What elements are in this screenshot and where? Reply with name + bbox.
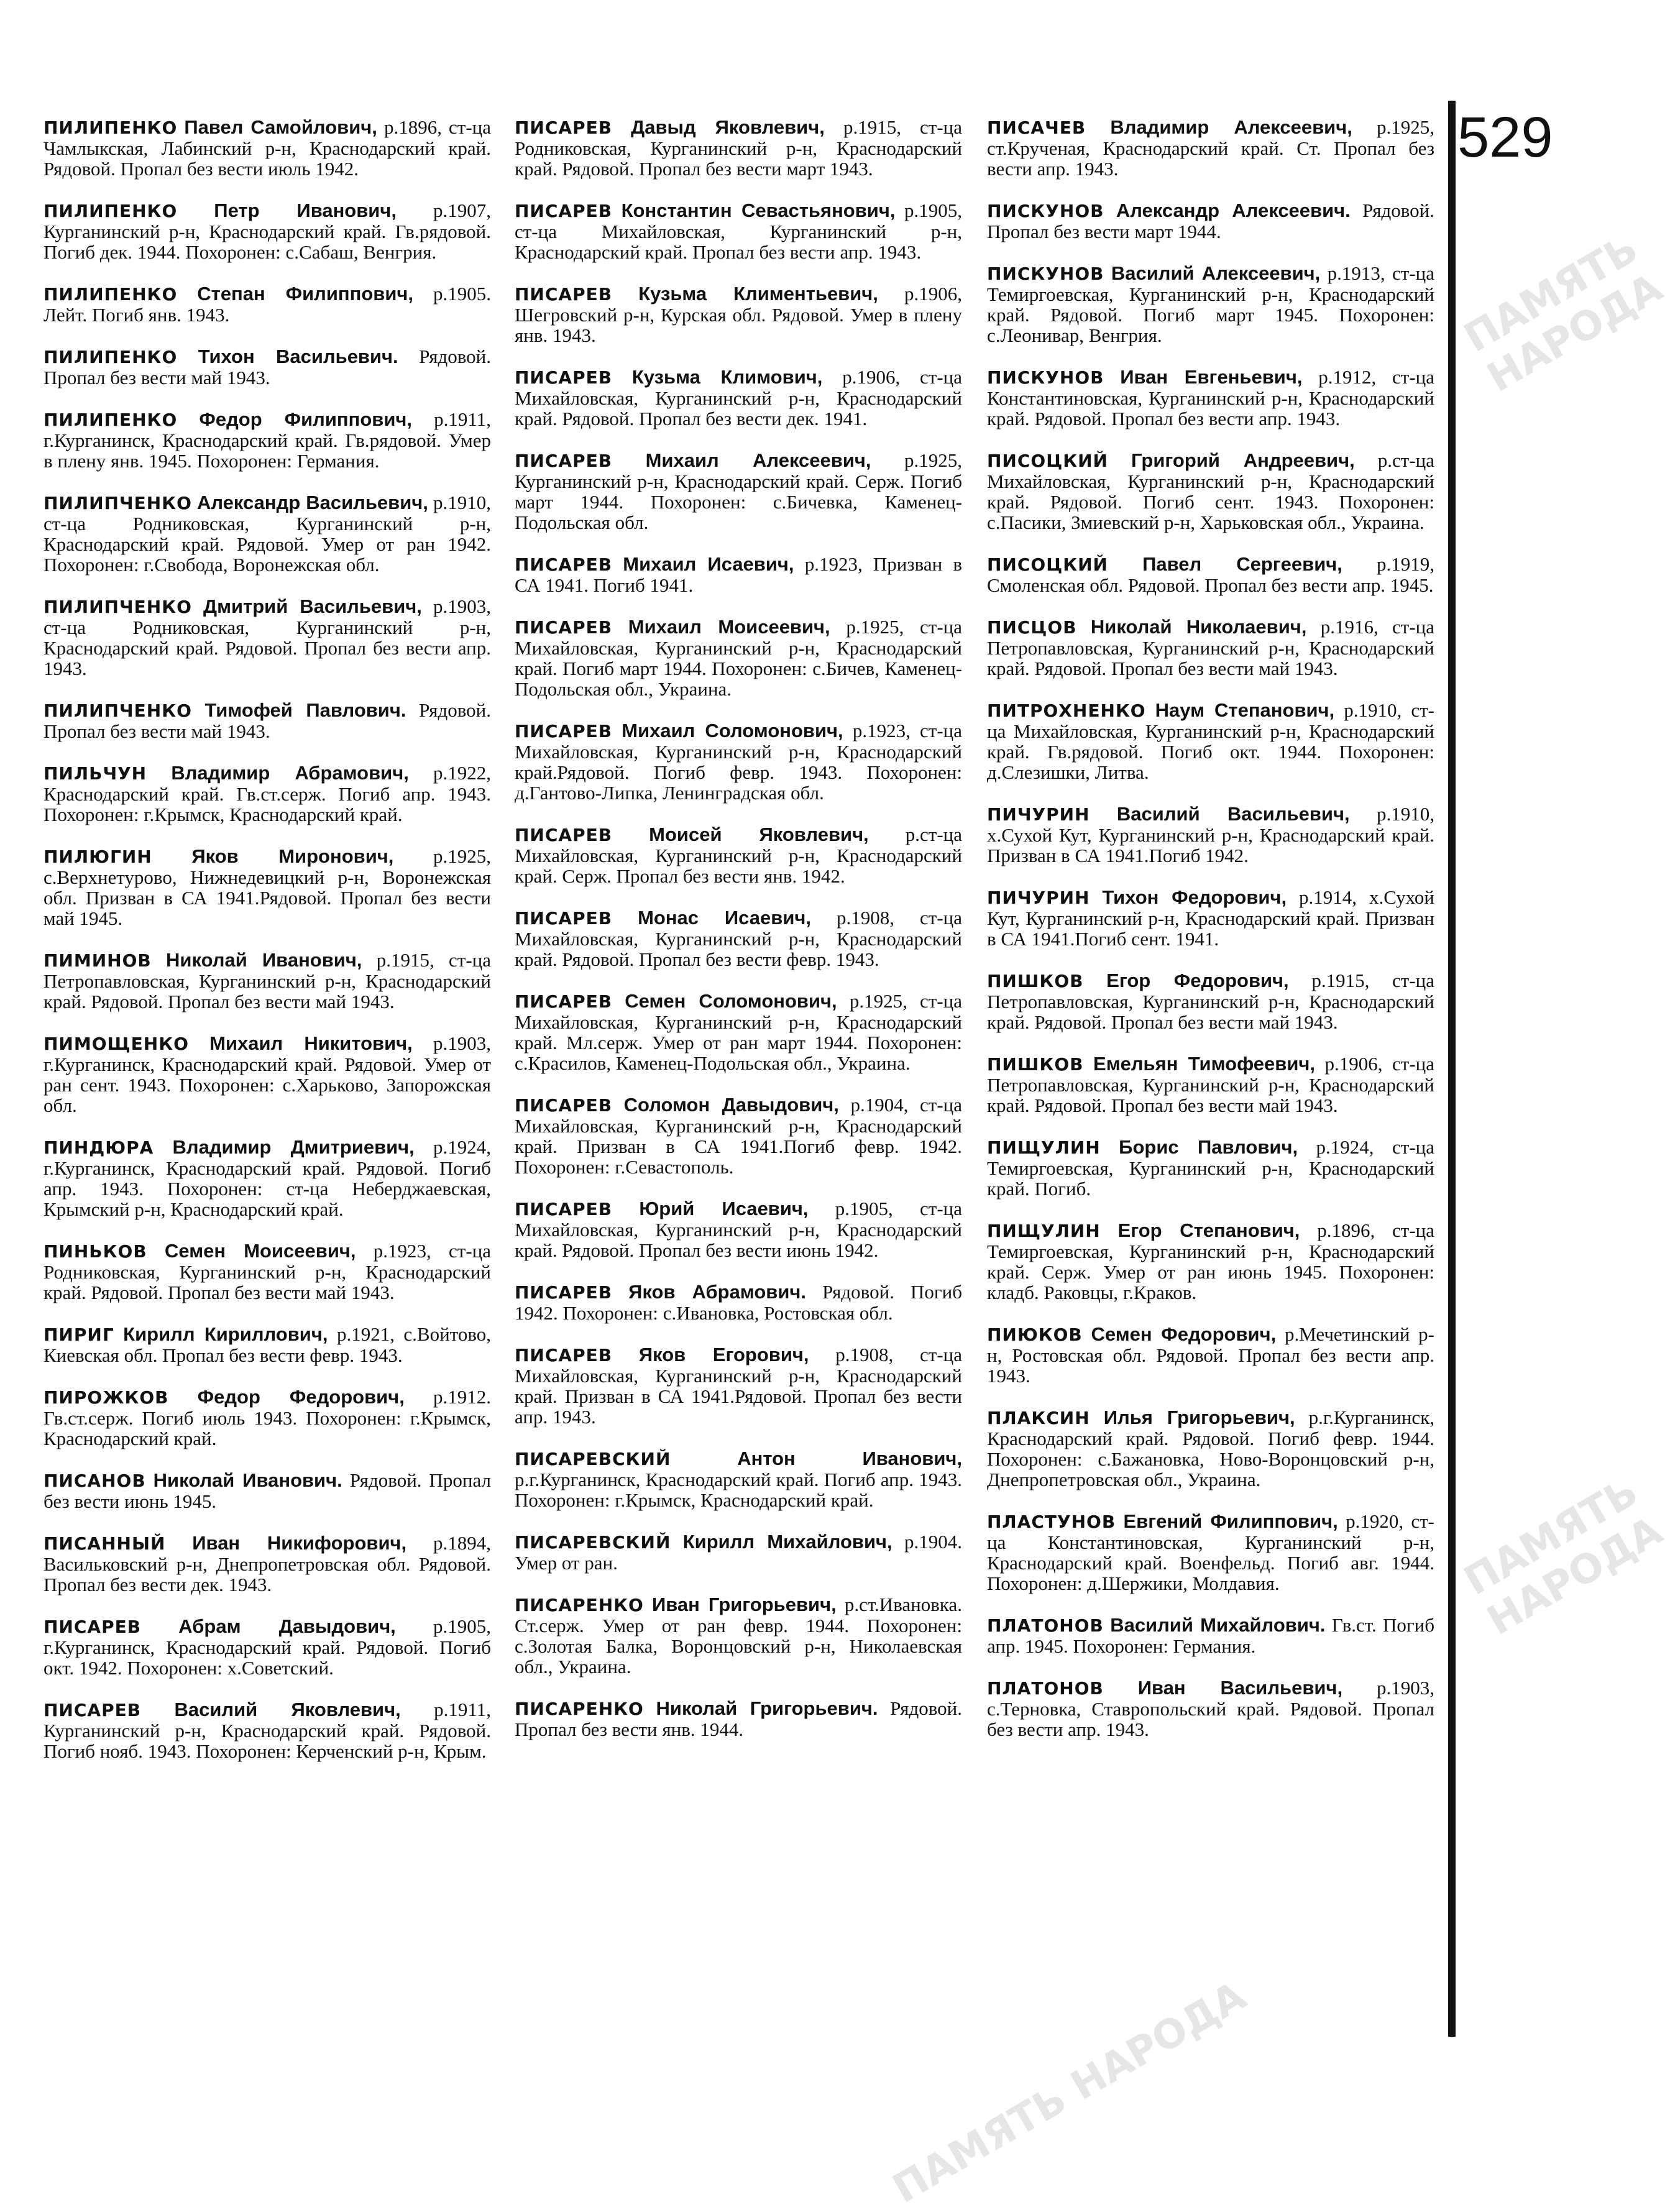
entry-surname: ПИСАРЕВ — [515, 721, 613, 741]
entry-details: р.1903, ст-ца Родниковская, Курганинский р-н, Краснодарский край. Рядовой. Пропал без вести апр. 1943. — [44, 595, 492, 679]
entry-given-name: Монас Исаевич, — [638, 907, 812, 929]
entry — [987, 367, 1434, 429]
entry-details: р.1908, ст-ца Михайловская, Курганинский р-н, Краснодарский край. Рядовой. Пропал без вести февр. 1943. — [515, 907, 962, 970]
entry-given-name: Иван Васильевич, — [1137, 1677, 1343, 1699]
entry-surname: ПИЩУЛИН — [987, 1221, 1101, 1241]
entry — [987, 970, 1434, 1032]
entry-details: р.1904, ст-ца Михайловская, Курганинский р-н, Краснодарский край. Призван в СА 1941.Погиб февр. 1942. Похоронен: г.Севастополь. — [515, 1094, 963, 1178]
entry — [515, 720, 962, 803]
entry-surname: ПИНДЮРА — [44, 1137, 154, 1158]
entry — [987, 450, 1434, 533]
entry-details: р.1905, г.Курганинск, Краснодарский край. Рядовой. Погиб окт. 1942. Похоронен: х.Советский. — [44, 1615, 492, 1679]
entry-given-name: Федор Федорович, — [197, 1386, 405, 1408]
entry — [44, 346, 491, 388]
entry — [987, 1324, 1434, 1386]
entry-surname: ПИСАРЕВ — [515, 367, 613, 388]
entry-details: р.1912, ст-ца Константиновская, Курганинский р-н, Краснодарский край. Рядовой. Пропал без вести апр. 1943. — [987, 366, 1435, 429]
entry — [515, 991, 962, 1073]
entry-details: р.1896, ст-ца Темиргоевская, Курганинский р-н, Краснодарский край. Серж. Умер от ран июнь 1945. Похоронен: кладб. Раковцы, г.Краков. — [987, 1219, 1435, 1303]
column-1 — [44, 117, 491, 1783]
entry-surname: ПИСАРЕВ — [515, 1345, 613, 1365]
entry-given-name: Давыд Яковлевич, — [631, 116, 825, 138]
entry — [515, 1698, 962, 1740]
entry — [987, 1615, 1434, 1656]
entry-details: р.1925, ст.Крученая, Краснодарский край. Ст. Пропал без вести апр. 1943. — [987, 116, 1435, 180]
entry-surname: ПИСАРЕВ — [44, 1700, 142, 1720]
entry-details: р.1923, Призван в СА 1941. Погиб 1941. — [515, 553, 963, 596]
entry — [44, 1533, 491, 1595]
entry-details: р.1923, ст-ца Михайловская, Курганинский р-н, Краснодарский край.Рядовой. Погиб февр. 1943. Похоронен: д.Гантово-Липка, Ленинградская обл. — [515, 720, 962, 804]
entry — [515, 283, 962, 346]
entry-surname: ПИЛИПЧЕНКО — [44, 493, 192, 513]
entry — [987, 1511, 1434, 1594]
entry-details: Рядовой. Пропал без вести май 1943. — [44, 699, 492, 742]
entry — [987, 887, 1434, 949]
entry-surname: ПИСАРЕВ — [515, 1282, 613, 1303]
entry-details: р.1913, ст-ца Темиргоевская, Курганинский р-н, Краснодарский край. Рядовой. Погиб март 1945. Похоронен: с.Леонивар, Венгрия. — [987, 262, 1435, 346]
entry-details: р.1906, ст-ца Петропавловская, Курганинский р-н, Краснодарский край. Рядовой. Пропал без вести май 1943. — [987, 1053, 1435, 1116]
entry-given-name: Семен Моисеевич, — [164, 1240, 356, 1262]
entry-surname: ПИЮКОВ — [987, 1324, 1083, 1345]
entry-details: р.1920, ст-ца Константиновская, Курганинский р-н, Краснодарский край. Военфельд. Погиб авг. 1944. Похоронен: д.Шержики, Молдавия. — [987, 1510, 1435, 1594]
entry-details: р.1906, Шегровский р-н, Курская обл. Рядовой. Умер в плену янв. 1943. — [515, 283, 963, 346]
entry-surname: ПИСАРЕВ — [515, 1199, 613, 1219]
entry-surname: ПИМИНОВ — [44, 950, 152, 971]
entry-given-name: Илья Григорьевич, — [1103, 1407, 1295, 1428]
entry-surname: ПИРИГ — [44, 1324, 114, 1345]
entry-given-name: Евгений Филиппович, — [1123, 1510, 1338, 1532]
entry-given-name: Емельян Тимофеевич, — [1093, 1053, 1315, 1075]
entry — [515, 1198, 962, 1260]
entry-details: р.1911, г.Курганинск, Краснодарский край. Гв.рядовой. Умер в плену янв. 1945. Похоронен: Германия. — [44, 408, 492, 472]
entry-details: р.1923, ст-ца Родниковская, Курганинский р-н, Краснодарский край. Рядовой. Пропал без вести май 1943. — [44, 1240, 492, 1303]
entry-given-name: Семен Соломонович, — [625, 990, 837, 1012]
entry — [515, 1594, 962, 1677]
entry — [987, 554, 1434, 595]
entry-details: Рядовой. Пропал без вести март 1944. — [987, 200, 1434, 242]
entry-given-name: Василий Алексеевич, — [1111, 262, 1321, 284]
entry-surname: ПИЧУРИН — [987, 888, 1090, 908]
entry-details: р.1905, ст-ца Михайловская, Курганинский р-н, Краснодарский край. Пропал без вести апр. 1943. — [515, 200, 963, 263]
entry-given-name: Абрам Давыдович, — [178, 1615, 396, 1637]
entry-given-name: Михаил Алексеевич, — [645, 449, 871, 471]
entry-given-name: Иван Никифорович, — [192, 1532, 407, 1554]
entry-surname: ПЛАТОНОВ — [987, 1615, 1104, 1636]
entry-surname: ПИНЬКОВ — [44, 1241, 147, 1262]
entry-surname: ПИСАРЕВ — [515, 825, 613, 845]
entry-surname: ПИСАНОВ — [44, 1471, 146, 1491]
entry-given-name: Николай Григорьевич. — [656, 1697, 878, 1719]
entry — [515, 824, 962, 886]
entry-given-name: Тихон Васильевич. — [198, 346, 398, 367]
page-number: 529 — [1457, 106, 1553, 169]
entry-details: р.1925, ст-ца Михайловская, Курганинский р-н, Краснодарский край. Погиб март 1944. Похоронен: с.Бичев, Каменец-Подольская обл., Украина. — [515, 616, 962, 700]
entry-details: р.1915, ст-ца Родниковская, Курганинский р-н, Краснодарский край. Рядовой. Пропал без вести март 1943. — [515, 116, 962, 180]
entry-given-name: Владимир Алексеевич, — [1110, 116, 1352, 138]
entry-surname: ПИСАРЕВ — [515, 117, 613, 138]
entry-details: р.ст-ца Михайловская, Курганинский р-н, Краснодарский край. Серж. Пропал без вести янв. 1942. — [515, 824, 962, 887]
column-2 — [515, 117, 962, 1761]
entry-surname: ПИСАРЕВ — [44, 1617, 142, 1637]
entry — [44, 283, 491, 325]
entry-given-name: Егор Федорович, — [1106, 970, 1289, 991]
entry-surname: ПИСОЦКИЙ — [987, 554, 1108, 575]
entry-surname: ПЛАКСИН — [987, 1408, 1090, 1428]
entry — [515, 617, 962, 699]
watermark: ПАМЯТЬ НАРОДА — [1456, 1469, 1670, 1645]
entry-given-name: Александр Алексеевич. — [1116, 200, 1351, 221]
entry — [44, 1137, 491, 1219]
entry — [515, 117, 962, 179]
entry-surname: ПИСАЧЕВ — [987, 117, 1086, 138]
entry-given-name: Тимофей Павлович. — [204, 699, 406, 721]
entry-surname: ПИСАРЕВ — [515, 451, 613, 471]
entry-given-name: Николай Иванович, — [166, 949, 362, 971]
entry-details: р.1916, ст-ца Петропавловская, Курганинский р-н, Краснодарский край. Рядовой. Пропал без вести май 1943. — [987, 616, 1435, 679]
entry — [44, 596, 491, 679]
entry-surname: ПИШКОВ — [987, 971, 1084, 991]
entry-given-name: Кирилл Кириллович, — [123, 1323, 328, 1345]
entry-details: Рядовой. Пропал без вести янв. 1944. — [515, 1697, 962, 1740]
entry-details: р.1905. Лейт. Погиб янв. 1943. — [44, 283, 491, 326]
entry — [515, 1095, 962, 1177]
entry-surname: ПИТРОХНЕНКО — [987, 700, 1146, 721]
entry — [44, 409, 491, 471]
entry — [515, 450, 962, 533]
entry-details: р.1924, г.Курганинск, Краснодарский край. Рядовой. Погиб апр. 1943. Похоронен: ст-ца Неберджаевская, Крымский р-н, Краснодарский край. — [44, 1136, 492, 1220]
entry — [987, 1137, 1434, 1199]
entry-surname: ПИСАРЕНКО — [515, 1595, 644, 1615]
entry-given-name: Яков Егорович, — [638, 1344, 809, 1365]
entry-surname: ПИСАРЕВ — [515, 991, 613, 1012]
entry — [44, 492, 491, 575]
entry-surname: ПИСКУНОВ — [987, 264, 1104, 284]
entry — [987, 1677, 1434, 1740]
entry-surname: ПИЛИПЧЕНКО — [44, 700, 192, 721]
entry-details: р.1925, ст-ца Михайловская, Курганинский р-н, Краснодарский край. Мл.серж. Умер от ран март 1944. Похоронен: с.Красилов, Каменец-Подольская обл., Украина. — [515, 990, 962, 1074]
entry-surname: ПИСАРЕВСКИЙ — [515, 1449, 671, 1469]
entry-details: р.1910, ст-ца Родниковская, Курганинский р-н, Краснодарский край. Рядовой. Умер от ран 1942. Похоронен: г.Свобода, Воронежская обл. — [44, 492, 492, 576]
entry — [44, 950, 491, 1012]
entry — [515, 554, 962, 595]
entry-details: р.1894, Васильковский р-н, Днепропетровская обл. Рядовой. Пропал без вести дек. 1943. — [44, 1532, 492, 1595]
entry-given-name: Николай Николаевич, — [1090, 616, 1307, 638]
entry-given-name: Александр Васильевич, — [197, 492, 428, 513]
entry — [44, 846, 491, 929]
entry — [987, 804, 1434, 866]
entry-surname: ПИЛИПЧЕНКО — [44, 597, 192, 617]
entry-details: р.1922, Краснодарский край. Гв.ст.серж. Погиб апр. 1943. Похоронен: г.Крымск, Краснодарский край. — [44, 762, 492, 825]
entry — [515, 367, 962, 429]
entry-surname: ПИСАРЕВ — [515, 201, 613, 221]
entry-given-name: Антон Иванович, — [737, 1448, 963, 1469]
entry — [44, 1616, 491, 1678]
entry-surname: ПЛАТОНОВ — [987, 1678, 1104, 1699]
entry-given-name: Борис Павлович, — [1119, 1136, 1298, 1158]
entry-details: р.1911, Курганинский р-н, Краснодарский край. Рядовой. Погиб нояб. 1943. Похоронен: Керченский р-н, Крым. — [44, 1699, 492, 1762]
entry-surname: ПИСАРЕНКО — [515, 1699, 644, 1719]
entry-details: р.1903, с.Терновка, Ставропольский край. Рядовой. Пропал без вести апр. 1943. — [987, 1677, 1435, 1740]
entry-given-name: Владимир Абрамович, — [171, 762, 409, 784]
entry-details: Рядовой. Пропал без вести май 1943. — [44, 346, 492, 388]
entry-surname: ПИЛИПЕНКО — [44, 347, 178, 367]
entry — [515, 1344, 962, 1427]
entry-surname: ПИСАРЕВ — [515, 284, 613, 305]
entry-given-name: Степан Филиппович, — [197, 283, 413, 305]
entry-surname: ПИСАРЕВ — [515, 908, 613, 929]
entry-surname: ПИЧУРИН — [987, 804, 1090, 825]
entry-given-name: Яков Миронович, — [191, 845, 394, 867]
watermark: ПАМЯТЬ НАРОДА — [1456, 226, 1670, 402]
entry-details: р.1903, г.Курганинск, Краснодарский край. Рядовой. Умер от ран сент. 1943. Похоронен: с.Харьково, Запорожская обл. — [44, 1032, 491, 1116]
entry-details: р.1904. Умер от ран. — [515, 1531, 963, 1574]
entry-given-name: Дмитрий Васильевич, — [203, 595, 422, 617]
entry-given-name: Юрий Исаевич, — [639, 1198, 809, 1219]
entry-details: р.1907, Курганинский р-н, Краснодарский край. Гв.рядовой. Погиб дек. 1944. Похоронен: с.Сабаш, Венгрия. — [44, 200, 491, 263]
entry — [44, 700, 491, 741]
entry-details: Рядовой. Пропал без вести июнь 1945. — [44, 1469, 492, 1512]
entry-surname: ПИЛИПЕНКО — [44, 410, 178, 430]
entry-details: р.1910, ст-ца Михайловская, Курганинский р-н, Краснодарский край. Гв.рядовой. Погиб окт. 1944. Похоронен: д.Слезишки, Литва. — [987, 699, 1434, 783]
entry — [44, 1033, 491, 1116]
entry-surname: ПИСАРЕВ — [515, 1095, 613, 1116]
entry-details: р.1912. Гв.ст.серж. Погиб июль 1943. Похоронен: г.Крымск, Краснодарский край. — [44, 1386, 491, 1449]
entry-details: р.1925, с.Верхнетурово, Нижнедевицкий р-н, Воронежская обл. Призван в СА 1941.Рядовой. Пропал без вести май 1945. — [44, 845, 492, 929]
entry-surname: ПИСКУНОВ — [987, 367, 1104, 388]
entry-given-name: Иван Григорьевич, — [652, 1594, 837, 1615]
entry-given-name: Михаил Моисеевич, — [628, 616, 830, 638]
entry-surname: ПИМОЩЕНКО — [44, 1034, 189, 1054]
entry — [44, 1241, 491, 1303]
entry — [515, 1531, 962, 1573]
entry-details: р.1919, Смоленская обл. Рядовой. Пропал без вести апр. 1945. — [987, 553, 1435, 596]
entry-given-name: Павел Самойлович, — [184, 116, 377, 138]
entry-given-name: Николай Иванович. — [153, 1469, 342, 1491]
column-3 — [987, 117, 1434, 1761]
entry-details: р.г.Курганинск, Краснодарский край. Погиб апр. 1943. Похоронен: г.Крымск, Краснодарский край. — [515, 1469, 962, 1511]
entry — [44, 200, 491, 262]
entry — [515, 200, 962, 262]
entry-given-name: Егор Степанович, — [1117, 1219, 1300, 1241]
entry-given-name: Константин Севастьянович, — [621, 200, 896, 221]
entry-given-name: Василий Яковлевич, — [174, 1699, 401, 1720]
entry — [987, 263, 1434, 346]
entry-given-name: Павел Сергеевич, — [1142, 553, 1342, 575]
watermark: ПАМЯТЬ НАРОДА — [885, 1973, 1254, 2212]
entry-details: р.1914, х.Сухой Кут, Курганинский р-н, Краснодарский край. Призван в СА 1941.Погиб сент. 1941. — [987, 886, 1435, 950]
entry-details: Рядовой. Погиб 1942. Похоронен: с.Ивановка, Ростовская обл. — [515, 1281, 963, 1324]
entry-given-name: Василий Васильевич, — [1116, 803, 1350, 825]
entry — [515, 1282, 962, 1323]
entry-given-name: Владимир Дмитриевич, — [172, 1136, 415, 1158]
entry-surname: ПИСКУНОВ — [987, 201, 1104, 221]
entry-given-name: Яков Абрамович. — [628, 1281, 806, 1303]
entry-surname: ПИСЦОВ — [987, 617, 1077, 638]
entry-given-name: Наум Степанович, — [1155, 699, 1335, 721]
entry-given-name: Григорий Андреевич, — [1131, 449, 1355, 471]
entry-surname: ПИСАРЕВ — [515, 617, 613, 638]
entry-given-name: Соломон Давыдович, — [623, 1094, 839, 1116]
entry-surname: ПИСОЦКИЙ — [987, 451, 1108, 471]
entry — [44, 1699, 491, 1761]
entry-given-name: Федор Филиппович, — [199, 408, 413, 430]
entry-surname: ПИЛИПЕНКО — [44, 201, 178, 221]
entry-details: р.1915, ст-ца Петропавловская, Курганинский р-н, Краснодарский край. Рядовой. Пропал без вести май 1943. — [987, 970, 1434, 1033]
entry-given-name: Василий Михайлович. — [1110, 1614, 1326, 1636]
entry-surname: ПИРОЖКОВ — [44, 1387, 169, 1408]
entry — [515, 1448, 962, 1510]
entry-given-name: Петр Иванович, — [214, 200, 397, 221]
entry-given-name: Моисей Яковлевич, — [649, 824, 869, 845]
entry-details: р.1908, ст-ца Михайловская, Курганинский р-н, Краснодарский край. Призван в СА 1941.Рядовой. Пропал без вести апр. 1943. — [515, 1344, 963, 1428]
entry — [44, 763, 491, 825]
entry-details: Гв.ст. Погиб апр. 1945. Похоронен: Германия. — [987, 1614, 1435, 1657]
entry-surname: ПИЛЬЧУН — [44, 763, 147, 784]
entry-details: р.ст.Ивановка. Ст.серж. Умер от ран февр. 1944. Похоронен: с.Золотая Балка, Воронцовский р-н, Николаевская обл., Украина. — [515, 1594, 963, 1677]
entry — [44, 117, 491, 179]
entry-given-name: Михаил Соломонович, — [622, 720, 843, 741]
entry-surname: ПИЛИПЕНКО — [44, 284, 178, 305]
entry — [44, 1470, 491, 1512]
entry-given-name: Михаил Исаевич, — [623, 553, 794, 575]
entry-given-name: Кузьма Климович, — [631, 366, 823, 388]
entry-given-name: Михаил Никитович, — [209, 1032, 413, 1054]
entry-given-name: Кирилл Михайлович, — [682, 1531, 892, 1553]
entry-surname: ПИЩУЛИН — [987, 1137, 1101, 1158]
entry-details: р.г.Курганинск, Краснодарский край. Рядовой. Погиб февр. 1944. Похоронен: с.Бажановка, Ново-Воронцовский р-н, Днепропетровская обл., Украина. — [987, 1407, 1435, 1490]
vertical-rule — [1448, 101, 1456, 2037]
entry-surname: ПИСАННЫЙ — [44, 1533, 166, 1554]
entry-surname: ПЛАСТУНОВ — [987, 1512, 1116, 1532]
entry-details: р.Мечетинский р-н, Ростовская обл. Рядовой. Пропал без вести апр. 1943. — [987, 1323, 1435, 1387]
entry — [987, 1220, 1434, 1303]
entry-details: р.1906, ст-ца Михайловская, Курганинский р-н, Краснодарский край. Рядовой. Пропал без вести дек. 1941. — [515, 366, 963, 429]
entry-surname: ПИСАРЕВ — [515, 554, 613, 575]
entry-details: р.1910, х.Сухой Кут, Курганинский р-н, Краснодарский край. Призван в СА 1941.Погиб 1942. — [987, 803, 1434, 866]
entry-surname: ПИСАРЕВСКИЙ — [515, 1532, 671, 1553]
entry — [987, 1053, 1434, 1116]
entry-given-name: Семен Федорович, — [1091, 1323, 1277, 1345]
entry — [987, 117, 1434, 179]
entry — [44, 1387, 491, 1449]
entry — [987, 617, 1434, 679]
entry-surname: ПИЛИПЕНКО — [44, 117, 178, 138]
entry-details: р.1924, ст-ца Темиргоевская, Курганинский р-н, Краснодарский край. Погиб. — [987, 1136, 1434, 1200]
entry — [987, 1407, 1434, 1490]
entry-surname: ПИЛЮГИН — [44, 847, 152, 867]
entry-details: р.1921, с.Войтово, Киевская обл. Пропал без вести февр. 1943. — [44, 1323, 492, 1366]
entry-details: р.1925, Курганинский р-н, Краснодарский край. Серж. Погиб март 1944. Похоронен: с.Бичевка, Каменец-Подольская обл. — [515, 449, 963, 533]
entry — [44, 1324, 491, 1365]
entry-surname: ПИШКОВ — [987, 1054, 1084, 1075]
entry-given-name: Кузьма Климентьевич, — [638, 283, 878, 305]
entry — [515, 907, 962, 970]
entry-details: р.1896, ст-ца Чамлыкская, Лабинский р-н, Краснодарский край. Рядовой. Пропал без вести июль 1942. — [44, 116, 492, 180]
entry-details: р.ст-ца Михайловская, Курганинский р-н, Краснодарский край. Рядовой. Погиб сент. 1943. Похоронен: с.Пасики, Змиевский р-н, Харьковская обл., Украина. — [987, 449, 1434, 533]
entry-given-name: Иван Евгеньевич, — [1120, 366, 1303, 388]
entry — [987, 700, 1434, 782]
entry-details: р.1915, ст-ца Петропавловская, Курганинский р-н, Краснодарский край. Рядовой. Пропал без вести май 1943. — [44, 949, 492, 1012]
entry — [987, 200, 1434, 242]
entry-details: р.1905, ст-ца Михайловская, Курганинский р-н, Краснодарский край. Рядовой. Пропал без вести июнь 1942. — [515, 1198, 962, 1261]
entry-given-name: Тихон Федорович, — [1102, 886, 1287, 908]
